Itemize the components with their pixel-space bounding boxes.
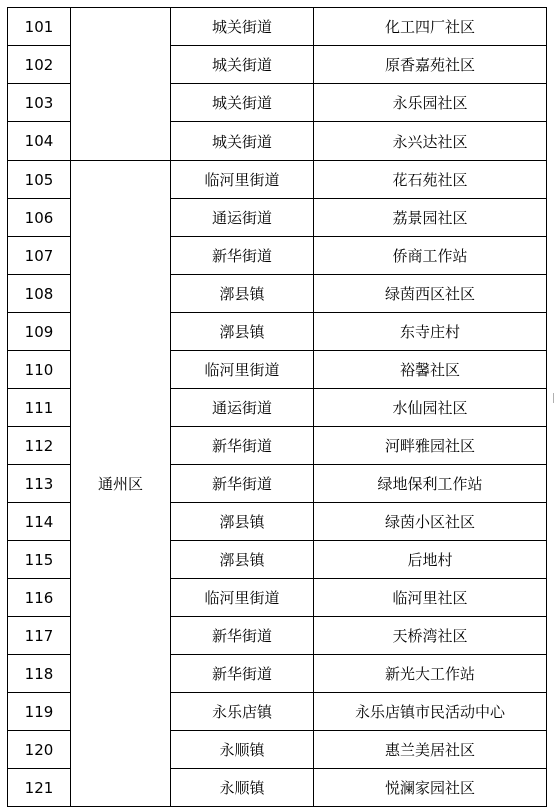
edge-mark [553, 393, 560, 403]
site-cell: 花石苑社区 [314, 161, 547, 199]
table-row [8, 8, 547, 46]
street-cell: 城关街道 [171, 84, 314, 122]
site-cell: 河畔雅园社区 [314, 427, 547, 465]
street-cell: 新华街道 [171, 465, 314, 503]
district-cell: 通州区 [71, 161, 171, 807]
row-number: 111 [8, 389, 71, 427]
street-cell: 永乐店镇 [171, 693, 314, 731]
site-cell: 绿地保利工作站 [314, 465, 547, 503]
row-number: 102 [8, 46, 71, 84]
street-cell: 漷县镇 [171, 503, 314, 541]
site-cell: 永乐店镇市民活动中心 [314, 693, 547, 731]
site-cell: 新光大工作站 [314, 655, 547, 693]
site-cell: 永兴达社区 [314, 122, 547, 161]
site-cell: 天桥湾社区 [314, 617, 547, 655]
row-number: 108 [8, 275, 71, 313]
site-cell: 绿茵西区社区 [314, 275, 547, 313]
row-number: 104 [8, 122, 71, 161]
site-cell: 绿茵小区社区 [314, 503, 547, 541]
site-cell: 荔景园社区 [314, 199, 547, 237]
site-cell: 悦澜家园社区 [314, 769, 547, 807]
row-number: 121 [8, 769, 71, 807]
row-number: 105 [8, 161, 71, 199]
row-number: 103 [8, 84, 71, 122]
site-cell: 东寺庄村 [314, 313, 547, 351]
row-number: 112 [8, 427, 71, 465]
row-number: 116 [8, 579, 71, 617]
row-number: 115 [8, 541, 71, 579]
district-cell-blank [71, 8, 171, 161]
street-cell: 通运街道 [171, 389, 314, 427]
row-number: 106 [8, 199, 71, 237]
table-body [8, 8, 547, 807]
row-number: 114 [8, 503, 71, 541]
street-cell: 城关街道 [171, 8, 314, 46]
site-cell: 永乐园社区 [314, 84, 547, 122]
site-table [7, 7, 547, 807]
street-cell: 临河里街道 [171, 351, 314, 389]
table-row [8, 161, 547, 199]
row-number: 118 [8, 655, 71, 693]
street-cell: 永顺镇 [171, 769, 314, 807]
street-cell: 新华街道 [171, 655, 314, 693]
street-cell: 漷县镇 [171, 313, 314, 351]
site-cell: 后地村 [314, 541, 547, 579]
site-cell: 临河里社区 [314, 579, 547, 617]
row-number: 110 [8, 351, 71, 389]
site-cell: 原香嘉苑社区 [314, 46, 547, 84]
site-cell: 惠兰美居社区 [314, 731, 547, 769]
street-cell: 通运街道 [171, 199, 314, 237]
row-number: 117 [8, 617, 71, 655]
street-cell: 临河里街道 [171, 579, 314, 617]
site-cell: 水仙园社区 [314, 389, 547, 427]
street-cell: 漷县镇 [171, 541, 314, 579]
street-cell: 新华街道 [171, 237, 314, 275]
site-cell: 化工四厂社区 [314, 8, 547, 46]
street-cell: 永顺镇 [171, 731, 314, 769]
street-cell: 新华街道 [171, 617, 314, 655]
street-cell: 临河里街道 [171, 161, 314, 199]
street-cell: 城关街道 [171, 46, 314, 84]
row-number: 101 [8, 8, 71, 46]
site-cell: 裕馨社区 [314, 351, 547, 389]
street-cell: 漷县镇 [171, 275, 314, 313]
row-number: 120 [8, 731, 71, 769]
row-number: 107 [8, 237, 71, 275]
site-cell: 侨商工作站 [314, 237, 547, 275]
street-cell: 城关街道 [171, 122, 314, 161]
row-number: 119 [8, 693, 71, 731]
street-cell: 新华街道 [171, 427, 314, 465]
row-number: 113 [8, 465, 71, 503]
row-number: 109 [8, 313, 71, 351]
